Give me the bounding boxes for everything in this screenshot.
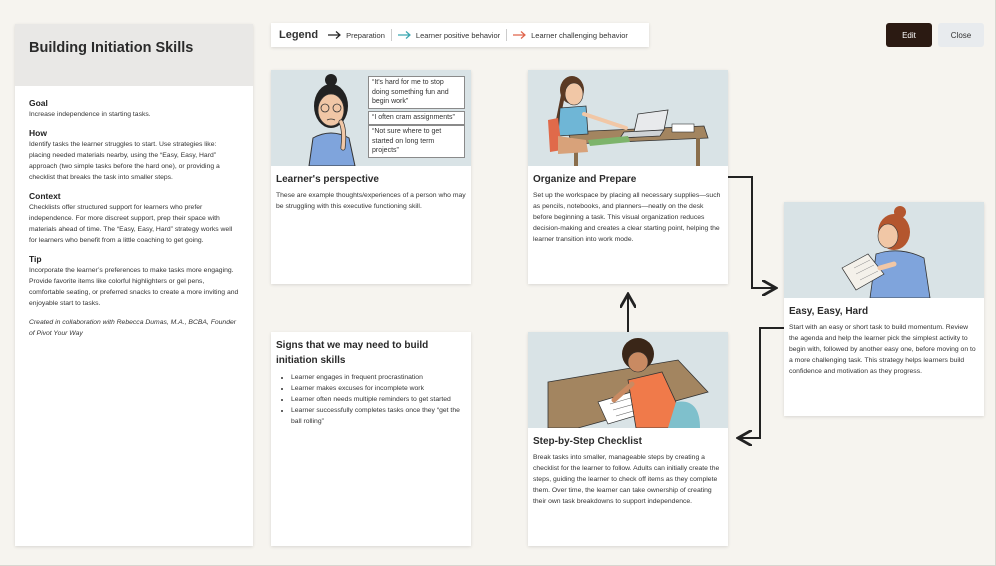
card-title: Easy, Easy, Hard [789, 306, 869, 317]
arrow-right-icon [398, 31, 412, 39]
sidebar [15, 24, 253, 546]
signs-list [271, 368, 471, 427]
writing-person-illustration [528, 332, 728, 428]
legend-item-preparation [328, 31, 385, 40]
checklist-card[interactable] [528, 332, 728, 546]
card-title: Step-by-Step Checklist [533, 436, 642, 447]
arrow-right-icon [328, 31, 342, 39]
tip-text: Incorporate the learner’s preferences to make tasks more engaging. Provide favorite items like colorful highlighters or gel pens, comfortable seating, or preferred snacks to create a more inviting and enjoyable start to tasks. [29, 267, 239, 307]
how-text: Identify tasks the learner struggles to start. Use strategies like: placing needed materials nearby, using the “Easy, Easy, Hard” approach (two simple tasks before the hard one), or providing a checklist that breaks the task into smaller steps. [29, 141, 220, 181]
organize-card[interactable] [528, 70, 728, 284]
card-title: Learner's perspective [276, 174, 379, 185]
goal-heading: Goal [29, 98, 48, 108]
arrow-right-icon [513, 31, 527, 39]
context-heading: Context [29, 191, 61, 201]
credit-text: Created in collaboration with Rebecca Dumas, M.A., BCBA, Founder of Pivot Your Way [29, 319, 237, 337]
list-item: • Learner successfully completes tasks once they “get the ball rolling” [291, 405, 466, 427]
legend-divider [506, 29, 507, 41]
context-text: Checklists offer structured support for learners who prefer independence. For more discreet support, prep their space with materials ahead of time. The “Easy, Easy, Hard” strategy works well for learners who benefit from a little coaching to get going. [29, 204, 233, 244]
edit-button[interactable]: Edit [886, 23, 932, 47]
legend-label: Learner challenging behavior [531, 30, 628, 40]
tip-heading: Tip [29, 254, 42, 264]
legend [271, 23, 649, 47]
card-text: Start with an easy or short task to build momentum. Review the agenda and help the learner pick the simplest activity to begin with, followed by another easy one, before moving on to a more challenging task. This strategy helps learners build confidence and motivation as they progress. [789, 324, 976, 375]
legend-item-positive [398, 31, 500, 40]
card-text: These are example thoughts/experiences of a person who may be struggling with this executive functioning skill. [276, 192, 466, 210]
close-button[interactable]: Close [938, 23, 984, 47]
list-item: • Learner often needs multiple reminders to get started [291, 394, 466, 405]
sidebar-header [15, 24, 253, 86]
card-title: Organize and Prepare [533, 174, 637, 185]
card-title: Signs that we may need to build initiation skills [276, 340, 429, 366]
goal-text: Increase independence in starting tasks. [29, 111, 151, 118]
reading-person-illustration [784, 202, 984, 298]
desk-laptop-illustration [528, 70, 728, 166]
legend-item-challenging [513, 31, 628, 40]
signs-card[interactable] [271, 332, 471, 546]
quote-bubble: “I often cram assignments” [368, 111, 465, 125]
card-text: Set up the workspace by placing all necessary supplies—such as pencils, notebooks, and planners—neatly on the desk before beginning a task. This visual organization reduces decision-making and creates a clear starting point, helping the learner transition into work mode. [533, 192, 721, 243]
perspective-card[interactable] [271, 70, 471, 284]
how-heading: How [29, 128, 47, 138]
legend-divider [391, 29, 392, 41]
card-text: Break tasks into smaller, manageable steps by creating a checklist for the learner to follow. Adults can initially create the steps, guiding the learner to check off items as they complete them. Over time, the learner can take ownership of creating their own task breakdowns to support independence. [533, 454, 720, 505]
page-title: Building Initiation Skills [29, 40, 194, 56]
sidebar-body [15, 86, 253, 351]
perspective-illustration [271, 70, 471, 166]
list-item: • Learner engages in frequent procrastination [291, 372, 466, 383]
legend-label: Learner positive behavior [415, 30, 501, 40]
checklist-illustration [528, 332, 728, 428]
quote-bubble: “Not sure where to get started on long term projects” [368, 125, 465, 158]
easy-easy-hard-card[interactable] [784, 202, 984, 416]
legend-title: Legend [279, 29, 319, 41]
easy-illustration [784, 202, 984, 298]
legend-label: Preparation [346, 30, 385, 40]
list-item: • Learner makes excuses for incomplete work [291, 383, 466, 394]
quote-bubble: “It's hard for me to stop doing something fun and begin work” [368, 76, 465, 109]
organize-illustration [528, 70, 728, 166]
